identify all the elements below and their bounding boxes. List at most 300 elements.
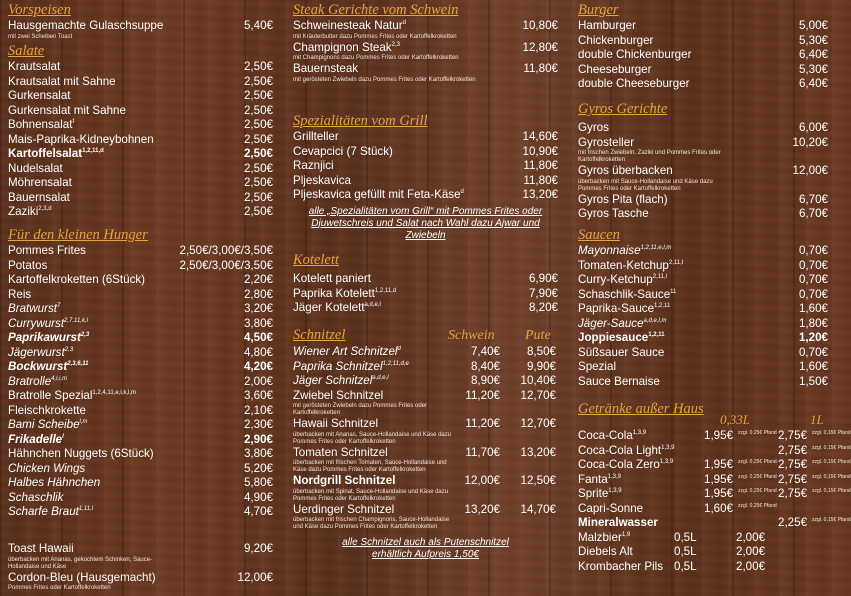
item-name: Raznjici <box>293 159 334 172</box>
item-name: Mayonnaise$^{1,2,11,e,l,m}$ <box>578 244 672 257</box>
price-1l: 2,25€ <box>778 516 808 529</box>
drink-item <box>578 502 835 517</box>
allergen-codes: a,d,e,l <box>364 302 381 309</box>
menu-item <box>293 474 558 489</box>
menu-item <box>578 346 828 361</box>
menu-item <box>8 60 273 75</box>
menu-item <box>8 118 273 133</box>
menu-item <box>293 272 558 287</box>
item-price: 2,80€ <box>243 287 273 301</box>
item-price: 2,50€/3,00€/3,50€ <box>179 244 273 257</box>
item-name: Paprikawurst$^{2,3}$ <box>8 331 90 344</box>
item-description: mit Champignons dazu Pommes Frites oder Kartoffelkroketten <box>293 55 459 61</box>
menu-item <box>293 188 558 203</box>
item-name: Zwiebel Schnitzel <box>293 388 384 402</box>
item-name: Currywurst$^{2,7,11,k,l}$ <box>8 316 88 330</box>
item-price: 2,50€ <box>243 147 273 160</box>
item-name: Gyros <box>578 121 609 134</box>
allergen-codes: 2,7,11,k,l <box>64 317 88 324</box>
menu-item <box>578 34 828 49</box>
price-schwein: 13,20€ <box>464 502 500 516</box>
item-price: 12,80€ <box>522 40 558 54</box>
section-steak <box>293 2 558 84</box>
item-name: Cordon-Bleu (Hausgemacht) <box>8 570 156 584</box>
item-name: Sprite$^{1,3,9}$ <box>578 487 622 500</box>
item-price: 2,50€ <box>243 89 273 102</box>
price-schwein: 11,20€ <box>465 417 500 430</box>
item-name: Bauernsalat <box>8 190 70 204</box>
price-033: 1,95€ <box>704 429 734 442</box>
menu-item <box>578 121 828 136</box>
section-getraenke <box>578 401 851 574</box>
item-name: Schaschlik <box>8 490 64 504</box>
item-price: 1,20€ <box>798 331 828 344</box>
section-extra <box>8 542 273 592</box>
drink-item <box>578 443 851 459</box>
item-name: Grillteller <box>293 130 339 143</box>
item-price: 6,70€ <box>798 207 828 220</box>
price-schwein: 8,40€ <box>470 359 500 373</box>
section-title: Kotelett <box>293 252 339 268</box>
item-price: 2,20€ <box>243 273 273 286</box>
price-pute: 10,40€ <box>520 374 556 387</box>
item-price: 2,50€ <box>243 176 273 189</box>
item-price: 6,00€ <box>798 121 828 134</box>
item-price: 2,50€ <box>243 132 273 146</box>
item-name: Spezial <box>578 360 617 373</box>
item-name: Bockwurst$^{2,3,6,11}$ <box>8 360 89 373</box>
menu-item <box>578 48 828 63</box>
section-kotelett <box>293 252 558 316</box>
item-price: 1,60€ <box>798 360 828 373</box>
item-name: Hausgemachte Gulaschsuppe <box>8 19 164 32</box>
menu-item <box>293 417 558 432</box>
price-033: 1,95€ <box>704 458 734 471</box>
grill-list <box>293 130 558 203</box>
menu-item <box>8 433 273 448</box>
pfand-note: zzgl. 0,25€ Pfand <box>738 430 777 436</box>
allergen-codes: 1,3,9 <box>632 430 647 437</box>
section-vorspeisen <box>8 2 273 41</box>
item-name: Paprika Schnitzel$^{1,2,11,d,e}$ <box>293 359 409 373</box>
price-1l: 2,75€ <box>778 429 808 442</box>
item-price: 8,20€ <box>528 301 558 314</box>
allergen-codes: 2,11,l <box>652 274 667 281</box>
gyros-list <box>578 121 828 222</box>
item-name: Mineralwasser <box>578 516 658 529</box>
item-description: überbacken mit Spinat, Sauce-Hollandaise und Käse dazu Pommes Frites oder Kartoffelkroketten <box>293 488 449 502</box>
menu-item <box>293 145 558 160</box>
item-name: Bauernsteak <box>293 62 359 75</box>
menu-item <box>8 447 273 462</box>
item-name: Pommes Frites <box>8 244 86 257</box>
item-name: Krautsalat <box>8 60 61 73</box>
item-price: 12,00€ <box>792 164 828 177</box>
menu-item <box>8 491 273 506</box>
item-price: 11,80€ <box>523 173 558 187</box>
item-price: 12,00€ <box>237 570 273 584</box>
item-price: 10,20€ <box>792 135 828 149</box>
item-price: 1,60€ <box>798 302 828 315</box>
saucen-list <box>578 244 828 389</box>
pfand-note: zzgl. 0,15€ Pfand <box>812 517 851 523</box>
allergen-codes: 2,3,6,11 <box>67 361 89 368</box>
item-price: 0,70€ <box>798 258 828 272</box>
item-price: 3,80€ <box>243 447 273 460</box>
menu-item <box>578 360 828 375</box>
item-name: Coca-Cola Zero$^{1,3,9}$ <box>578 458 674 471</box>
item-price: 6,40€ <box>798 77 828 90</box>
allergen-codes: 2,11,l <box>668 259 684 266</box>
price-033: 1,60€ <box>704 501 734 515</box>
item-name: Bohnensalat$^f$ <box>8 118 75 131</box>
menu-item <box>8 176 273 191</box>
allergen-codes: l <box>62 433 64 440</box>
menu-item <box>8 418 273 433</box>
allergen-codes: 1,2,11,d <box>82 148 104 155</box>
item-name: Potatos <box>8 258 48 272</box>
beer-size: 0,5L <box>674 530 697 544</box>
item-name: double Cheeseburger <box>578 77 690 90</box>
allergen-codes: 7 <box>56 303 61 310</box>
price-pute: 13,20€ <box>520 445 556 459</box>
allergen-codes: 1,2,4,11,e,l,k,l,m <box>92 390 136 397</box>
menu-item <box>293 41 558 56</box>
item-price: 2,50€ <box>243 205 273 218</box>
allergen-codes: 2,3 <box>64 346 74 353</box>
item-name: Paprika Kotelett$^{1,2,11,d}$ <box>293 286 397 300</box>
item-name: Süßsauer Sauce <box>578 345 665 359</box>
item-name: Bami Scheibe$^{l,m}$ <box>8 418 88 431</box>
menu-item <box>293 174 558 189</box>
menu-item <box>8 19 273 34</box>
allergen-codes: 1,2,11,d,e <box>382 360 409 367</box>
menu-item <box>578 193 828 208</box>
item-description: mit Kräuterbutter dazu Pommes Frites oder Kartoffelkroketten <box>293 33 457 40</box>
section-gyros <box>578 101 828 222</box>
item-price: 6,70€ <box>798 192 828 206</box>
item-name: Jägerwurst$^{2,3}$ <box>8 345 74 359</box>
section-title: Spezialitäten vom Grill <box>293 113 428 129</box>
menu-item <box>293 360 558 375</box>
item-price: 6,40€ <box>798 48 828 61</box>
item-name: double Chickenburger <box>578 48 692 61</box>
menu-item <box>8 89 273 104</box>
menu-item <box>8 75 273 90</box>
price-pute: 12,50€ <box>520 474 556 487</box>
salate-list <box>8 60 273 220</box>
allergen-codes: 1,2,11 <box>654 303 671 310</box>
section-hunger <box>8 227 273 520</box>
item-name: Joppiesauce$^{1,2,11}$ <box>578 331 665 344</box>
menu-item <box>8 302 273 317</box>
item-name: Capri-Sonne <box>578 501 644 515</box>
item-name: Fanta$^{1,3,9}$ <box>578 472 622 486</box>
section-burger <box>578 2 828 92</box>
item-name: Gyros Tasche <box>578 207 649 220</box>
schnitzel-list <box>293 345 558 531</box>
item-name: Schweinesteak Natur$^d$ <box>293 19 406 32</box>
item-description: überbacken mit frischen Champignons, Sauce-Hollandaise und Käse dazu Pommes Frites oder Kartoffelkroketten <box>293 517 450 530</box>
drink-item <box>578 429 851 444</box>
item-price: 11,80€ <box>523 62 558 75</box>
item-name: Sauce Bernaise <box>578 374 660 388</box>
item-description: Pommes Frites oder Kartoffelkroketten <box>8 585 111 591</box>
item-name: Pljeskavica gefüllt mit Feta-Käse$^d$ <box>293 188 464 201</box>
item-price: 10,80€ <box>522 19 558 32</box>
pfand-note: zzgl. 0,15€ Pfand <box>812 444 851 451</box>
menu-item <box>8 389 273 404</box>
item-name: Bratwurst$^7$ <box>8 302 61 315</box>
size-header-033: 0,33L <box>720 412 750 427</box>
menu-item <box>8 191 273 206</box>
price-pute: 14,70€ <box>520 502 556 516</box>
allergen-codes: d <box>460 189 464 196</box>
pfand-note: zzgl. 0,15€ Pfand <box>812 459 851 465</box>
price-schwein: 11,70€ <box>465 445 500 459</box>
menu-item <box>293 287 558 302</box>
allergen-codes: 1,2,11,e,l,m <box>640 245 672 252</box>
item-name: Kotelett paniert <box>293 272 371 285</box>
price-pute: 8,50€ <box>526 345 556 358</box>
item-name: Chicken Wings <box>8 461 86 475</box>
item-price: 2,10€ <box>243 403 273 417</box>
menu-item <box>8 104 273 119</box>
item-price: 7,90€ <box>528 286 558 300</box>
item-name: Halbes Hähnchen <box>8 476 101 489</box>
item-name: Jäger Kotelett$^{a,d,e,l}$ <box>293 301 381 314</box>
item-name: Gurkensalat mit Sahne <box>8 103 126 117</box>
item-price: 14,60€ <box>522 130 558 143</box>
menu-item <box>293 345 558 360</box>
menu-item <box>8 205 273 220</box>
allergen-codes: f <box>72 119 75 126</box>
pfand-note: zzgl. 0,25€ Pfand <box>738 502 777 509</box>
beer-price: 2,00€ <box>736 530 766 544</box>
allergen-codes: a,d,e,l <box>372 375 389 382</box>
beer-item <box>578 560 835 575</box>
item-price: 5,80€ <box>243 476 273 489</box>
section-title: Salate <box>8 43 45 59</box>
price-1l: 2,75€ <box>778 443 808 457</box>
menu-item <box>8 331 273 346</box>
price-033: 1,95€ <box>704 472 734 486</box>
menu-item <box>8 259 273 274</box>
item-name: Champignon Steak$^{2,3}$ <box>293 40 400 54</box>
item-price: 2,50€ <box>243 118 273 131</box>
item-name: Möhrensalat <box>8 176 72 189</box>
allergen-codes: 1,9 <box>621 531 631 538</box>
beer-item <box>578 531 835 546</box>
item-price: 6,90€ <box>528 272 558 285</box>
item-description: mit frischen Zwiebeln, Zaziki und Pommes Frites oder Kartoffelkroketten <box>578 150 721 163</box>
menu-item <box>578 207 828 222</box>
item-price: 5,40€ <box>243 19 273 32</box>
section-title: Steak Gerichte vom Schwein <box>293 2 459 18</box>
item-name: Nordgrill Schnitzel <box>293 474 396 487</box>
menu-item <box>8 505 273 520</box>
item-name: Coca-Cola Light$^{1,3,9}$ <box>578 443 675 457</box>
allergen-codes: 4,l,i,m <box>51 375 68 382</box>
item-price: 5,30€ <box>798 62 828 76</box>
menu-item <box>578 331 828 346</box>
allergen-codes: 2,3,d <box>38 206 52 213</box>
section-title: Getränke außer Haus <box>578 401 704 417</box>
price-schwein: 11,20€ <box>465 388 500 402</box>
allergen-codes: 1,3,9 <box>607 473 622 480</box>
item-name: Gyros Pita (flach) <box>578 192 668 206</box>
item-name: Nudelsalat <box>8 161 63 175</box>
column-header-schwein: Schwein <box>448 328 495 343</box>
item-name: Fleischkrokette <box>8 403 86 417</box>
item-name: Uerdinger Schnitzel <box>293 502 395 516</box>
item-price: 4,90€ <box>243 490 273 504</box>
item-name: Hamburger <box>578 19 636 32</box>
menu-item <box>293 374 558 389</box>
allergen-codes: d <box>402 20 406 27</box>
allergen-codes: 1,2,11 <box>648 332 665 339</box>
price-1l: 2,75€ <box>778 487 808 500</box>
menu-item <box>8 462 273 477</box>
allergen-codes: 11 <box>670 288 677 295</box>
menu-item <box>578 244 828 259</box>
item-price: 2,30€ <box>243 418 273 431</box>
item-price: 5,20€ <box>243 461 273 475</box>
drink-item <box>578 516 851 531</box>
pfand-note: zzgl. 0,25€ Pfand <box>738 473 777 480</box>
beer-size: 0,5L <box>674 559 697 573</box>
price-schwein: 7,40€ <box>470 345 500 358</box>
section-title: Schnitzel <box>293 327 346 343</box>
kotelett-list <box>293 272 558 316</box>
item-price: 4,80€ <box>243 345 273 359</box>
beer-item <box>578 545 835 560</box>
allergen-codes: 1,3,9 <box>608 488 622 495</box>
menu-item <box>293 503 558 518</box>
price-schwein: 12,00€ <box>464 474 500 487</box>
item-name: Gurkensalat <box>8 89 71 102</box>
item-price: 2,50€ <box>243 161 273 175</box>
item-name: Frikadelle$^l$ <box>8 432 64 446</box>
item-description: mit zwei Scheiben Toast <box>8 33 73 40</box>
menu-item <box>578 317 828 332</box>
item-price: 3,20€ <box>243 302 273 315</box>
menu-item <box>578 302 828 317</box>
pfand-note: zzgl. 0,15€ Pfand <box>812 488 851 494</box>
menu-item <box>578 273 828 288</box>
item-name: Jäger Schnitzel$^{a,d,e,l}$ <box>293 374 389 387</box>
item-price: 1,80€ <box>798 316 828 330</box>
menu-item <box>8 162 273 177</box>
section-title: Vorspeisen <box>8 2 71 18</box>
item-description: überbacken mit Sauce-Hollandaise und Käse dazu Pommes Frites oder Kartoffelkroketten <box>578 178 713 192</box>
schnitzel-note: alle Schnitzel auch als Putenschnitzel erhältlich Aufpreis 1,50€ <box>342 537 509 560</box>
item-name: Toast Hawaii <box>8 542 74 555</box>
item-name: Kartoffelkroketten (6Stück) <box>8 273 146 286</box>
drink-item <box>578 487 851 502</box>
item-name: Wiener Art Schnitzel$^d$ <box>293 345 401 358</box>
menu-item <box>293 301 558 316</box>
menu-item <box>578 136 828 151</box>
item-name: Krautsalat mit Sahne <box>8 74 116 88</box>
menu-item <box>578 375 828 390</box>
section-title: Burger <box>578 2 619 18</box>
allergen-codes: 1,11,l <box>78 506 94 513</box>
menu-item <box>293 62 558 77</box>
item-price: 3,60€ <box>243 389 273 402</box>
item-name: Kartoffelsalat$^{1,2,11,d}$ <box>8 147 104 160</box>
menu-item <box>8 288 273 303</box>
menu-item <box>578 19 828 34</box>
item-price: 4,50€ <box>243 331 273 344</box>
price-pute: 12,70€ <box>520 417 556 430</box>
beer-price: 2,00€ <box>736 559 766 573</box>
item-price: 2,90€ <box>243 432 273 446</box>
item-name: Reis <box>8 287 32 301</box>
menu-item <box>8 542 273 557</box>
menu-item <box>293 19 558 34</box>
menu-item <box>8 147 273 162</box>
section-saucen <box>578 227 828 389</box>
item-price: 10,90€ <box>522 144 558 158</box>
item-name: Diebels Alt <box>578 545 633 558</box>
item-name: Coca-Cola$^{1,3,9}$ <box>578 429 647 442</box>
menu-item <box>293 389 558 404</box>
hunger-list <box>8 244 273 520</box>
drink-item <box>578 472 851 488</box>
item-name: Gyrosteller <box>578 135 635 149</box>
beer-price: 2,00€ <box>736 545 766 558</box>
item-name: Tomaten Schnitzel <box>293 445 388 459</box>
allergen-codes: 1,3,9 <box>659 459 674 466</box>
pfand-note: zzgl. 0,25€ Pfand <box>738 488 777 494</box>
menu-item <box>8 317 273 332</box>
item-name: Cevapcici (7 Stück) <box>293 144 393 158</box>
price-pute: 12,70€ <box>520 388 556 402</box>
item-price: 1,50€ <box>798 374 828 388</box>
allergen-codes: a,d,e,l,m <box>643 317 667 324</box>
allergen-codes: d <box>397 346 401 353</box>
item-price: 4,20€ <box>243 360 273 373</box>
grill-note: alle „Spezialitäten vom Grill“ mit Pommes Frites oder Djuwetschreis und Salat nach Wahl dazu Ajwar und Zwiebeln <box>308 205 543 241</box>
menu-item <box>8 476 273 491</box>
menu-item <box>8 273 273 288</box>
item-name: Tomaten-Ketchup$^{2,11,l}$ <box>578 258 684 272</box>
item-name: Gyros überbacken <box>578 164 673 177</box>
item-name: Bratrolle Spezial$^{1,2,4,11,e,l,k,l,m}$ <box>8 389 136 402</box>
item-name: Bratrolle$^{4,l,i,m}$ <box>8 374 68 388</box>
allergen-codes: 1,2,11,d <box>374 287 397 294</box>
allergen-codes: l,m <box>79 419 88 426</box>
section-title: Gyros Gerichte <box>578 101 668 117</box>
menu-item <box>293 159 558 174</box>
item-name: Krombacher Pils <box>578 559 664 573</box>
item-price: 0,70€ <box>798 244 828 257</box>
menu-item <box>8 375 273 390</box>
allergen-codes: 1,3,9 <box>661 444 675 451</box>
price-033: 1,95€ <box>704 487 734 500</box>
item-name: Mais-Paprika-Kidneybohnen <box>8 132 154 146</box>
item-description: überbacken mit Ananas, gekochtem Schinken, Sauce-Hollandaise und Käse <box>8 556 153 570</box>
menu-item <box>8 571 273 586</box>
menu-item <box>8 244 273 259</box>
item-price: 2,50€ <box>243 103 273 117</box>
item-name: Zaziki$^{2,3,d}$ <box>8 205 52 218</box>
item-name: Curry-Ketchup$^{2,11,l}$ <box>578 273 667 286</box>
item-price: 2,50€ <box>243 190 273 204</box>
menu-item <box>578 288 828 303</box>
item-name: Scharfe Braut$^{1,11,l}$ <box>8 505 94 518</box>
